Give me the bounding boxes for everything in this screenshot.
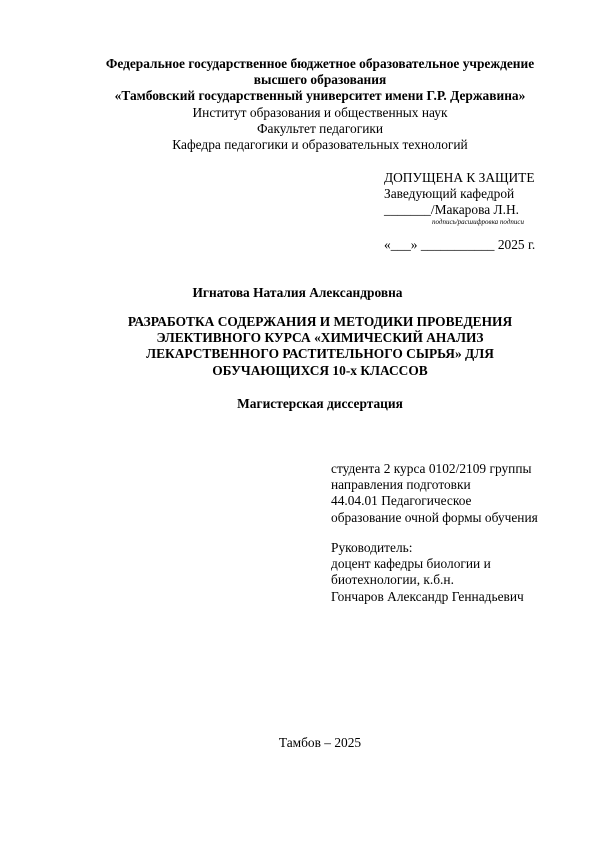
supervisor-name: Гончаров Александр Геннадьевич (331, 588, 524, 604)
city-year: Тамбов – 2025 (278, 735, 362, 750)
approval-signature-hint: подпись/расшифровка подписи (432, 217, 524, 226)
thesis-title-line-1: РАЗРАБОТКА СОДЕРЖАНИЯ И МЕТОДИКИ ПРОВЕДЕНИЯ (127, 314, 513, 329)
thesis-title-line-2: ЭЛЕКТИВНОГО КУРСА «ХИМИЧЕСКИЙ АНАЛИЗ (156, 330, 484, 346)
supervisor-label: Руководитель: (331, 540, 413, 555)
student-line-1: студента 2 курса 0102/2109 группы (331, 461, 532, 476)
approval-position: Заведующий кафедрой (384, 186, 515, 202)
approval-block (384, 170, 535, 253)
thesis-title-line-3: ЛЕКАРСТВЕННОГО РАСТИТЕЛЬНОГО СЫРЬЯ» ДЛЯ (146, 346, 494, 362)
header-line-2: высшего образования (253, 72, 387, 88)
header-institute: Институт образования и общественных наук (192, 104, 448, 120)
header-faculty: Факультет педагогики (256, 120, 384, 136)
header-line-1: Федеральное государственное бюджетное образовательное учреждение (105, 56, 535, 71)
student-info (331, 461, 538, 526)
supervisor-info (331, 540, 524, 605)
thesis-title (80, 314, 560, 379)
institution-header (70, 56, 570, 153)
approval-date-line: «___» ___________ 2025 г. (384, 236, 536, 252)
header-department: Кафедра педагогики и образовательных технологий (172, 137, 468, 153)
approval-signature-line: _______/Макарова Л.Н. (384, 202, 519, 218)
header-university: «Тамбовский государственный университет имени Г.Р. Державина» (114, 88, 526, 104)
student-line-3: 44.04.01 Педагогическое (331, 493, 472, 509)
student-line-2: направления подготовки (331, 477, 471, 493)
author-name: Игнатова Наталия Александровна (192, 285, 403, 300)
student-line-4: образование очной формы обучения (331, 509, 538, 525)
thesis-title-line-4: ОБУЧАЮЩИХСЯ 10-х КЛАССОВ (212, 362, 428, 378)
work-type: Магистерская диссертация (237, 396, 403, 411)
supervisor-line-2: биотехнологии, к.б.н. (331, 572, 454, 588)
approval-status: ДОПУЩЕНА К ЗАЩИТЕ (384, 170, 535, 185)
supervisor-line-1: доцент кафедры биологии и (331, 556, 491, 572)
